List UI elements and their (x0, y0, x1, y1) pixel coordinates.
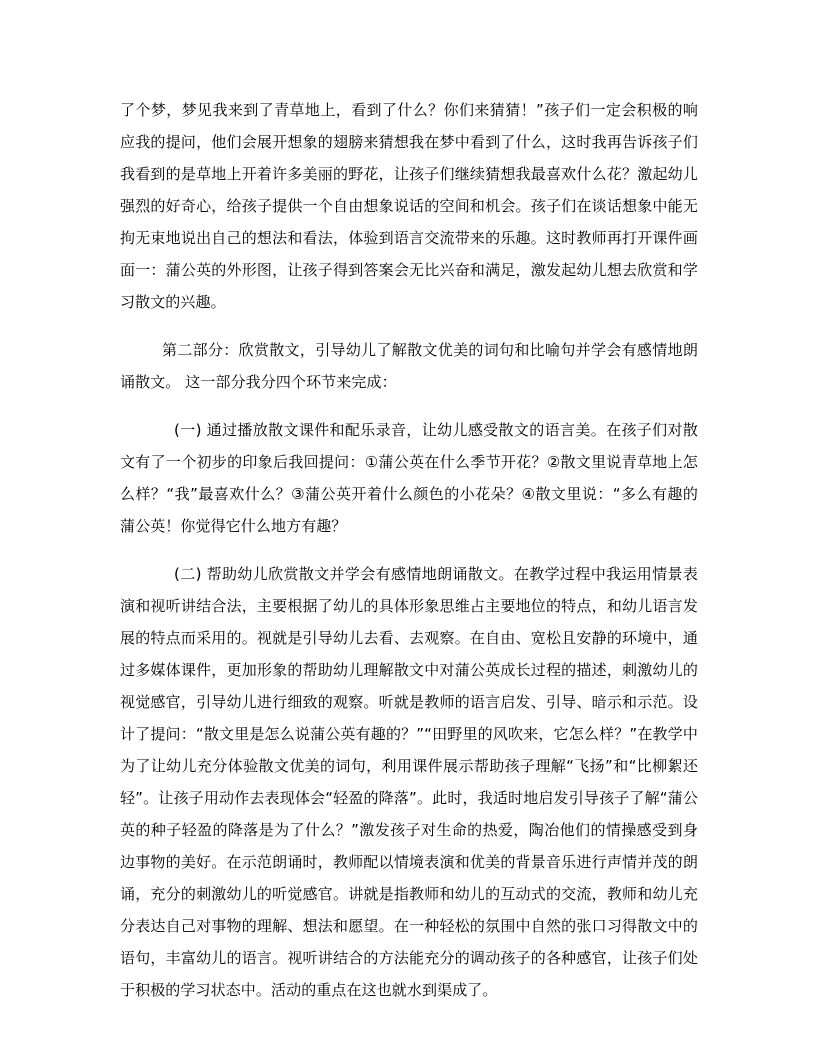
paragraph-intro: 了个梦，梦见我来到了青草地上，看到了什么？你们来猜猜！”孩子们一定会积极的响应我的提问，他们会展开想象的翅膀来猜想我在梦中看到了什么，这时我再告诉孩子们我看到的是草地上开着许多美丽的野花，让孩子们继续猜想我最喜欢什么花？激起幼儿强烈的好奇心，给孩子提供一个自由想象说话的空间和机会。孩子们在谈话想象中能无拘无束地说出自己的想法和看法，体验到语言交流带来的乐趣。这时教师再打开课件画面一：蒲公英的外形图，让孩子得到答案会无比兴奋和满足，激发起幼儿想去欣赏和学习散文的兴趣。 (120, 101, 698, 311)
document-body (120, 94, 698, 1006)
paragraph-part-two: 第二部分：欣赏散文，引导幼儿了解散文优美的词句和比喻句并学会有感情地朗诵散文。 这一部分我分四个环节来完成： (120, 341, 698, 391)
paragraph-step-one: (一) 通过播放散文课件和配乐录音，让幼儿感受散文的语言美。在孩子们对散文有了一个初步的印象后我回提问：①蒲公英在什么季节开花？②散文里说青草地上怎么样？“我”最喜欢什么？③蒲公英开着什么颜色的小花朵？④散文里说：“多么有趣的蒲公英！你觉得它什么地方有趣？ (120, 421, 698, 535)
paragraph-step-two: (二) 帮助幼儿欣赏散文并学会有感情地朗诵散文。在教学过程中我运用情景表演和视听讲结合法，主要根据了幼儿的具体形象思维占主要地位的特点，和幼儿语言发展的特点而采用的。视就是引导幼儿去看、去观察。在自由、宽松且安静的环境中，通过多媒体课件，更加形象的帮助幼儿理解散文中对蒲公英成长过程的描述，刺激幼儿的视觉感官，引导幼儿进行细致的观察。听就是教师的语言启发、引导、暗示和示范。设计了提问：“散文里是怎么说蒲公英有趣的？”“田野里的风吹来，它怎么样？”在教学中为了让幼儿充分体验散文优美的词句，利用课件展示帮助孩子理解“飞扬”和“比柳絮还轻”。让孩子用动作去表现体会“轻盈的降落”。此时，我适时地启发引导孩子了解“蒲公英的种子轻盈的降落是为了什么？”激发孩子对生命的热爱，陶冶他们的情操感受到身边事物的美好。在示范朗诵时，教师配以情境表演和优美的背景音乐进行声情并茂的朗诵，充分的刺激幼儿的听觉感官。讲就是指教师和幼儿的互动式的交流，教师和幼儿充分表达自己对事物的理解、想法和愿望。在一种轻松的氛围中自然的张口习得散文中的语句，丰富幼儿的语言。视听讲结合的方法能充分的调动孩子的各种感官，让孩子们处于积极的学习状态中。活动的重点在这也就水到渠成了。 (120, 565, 698, 999)
